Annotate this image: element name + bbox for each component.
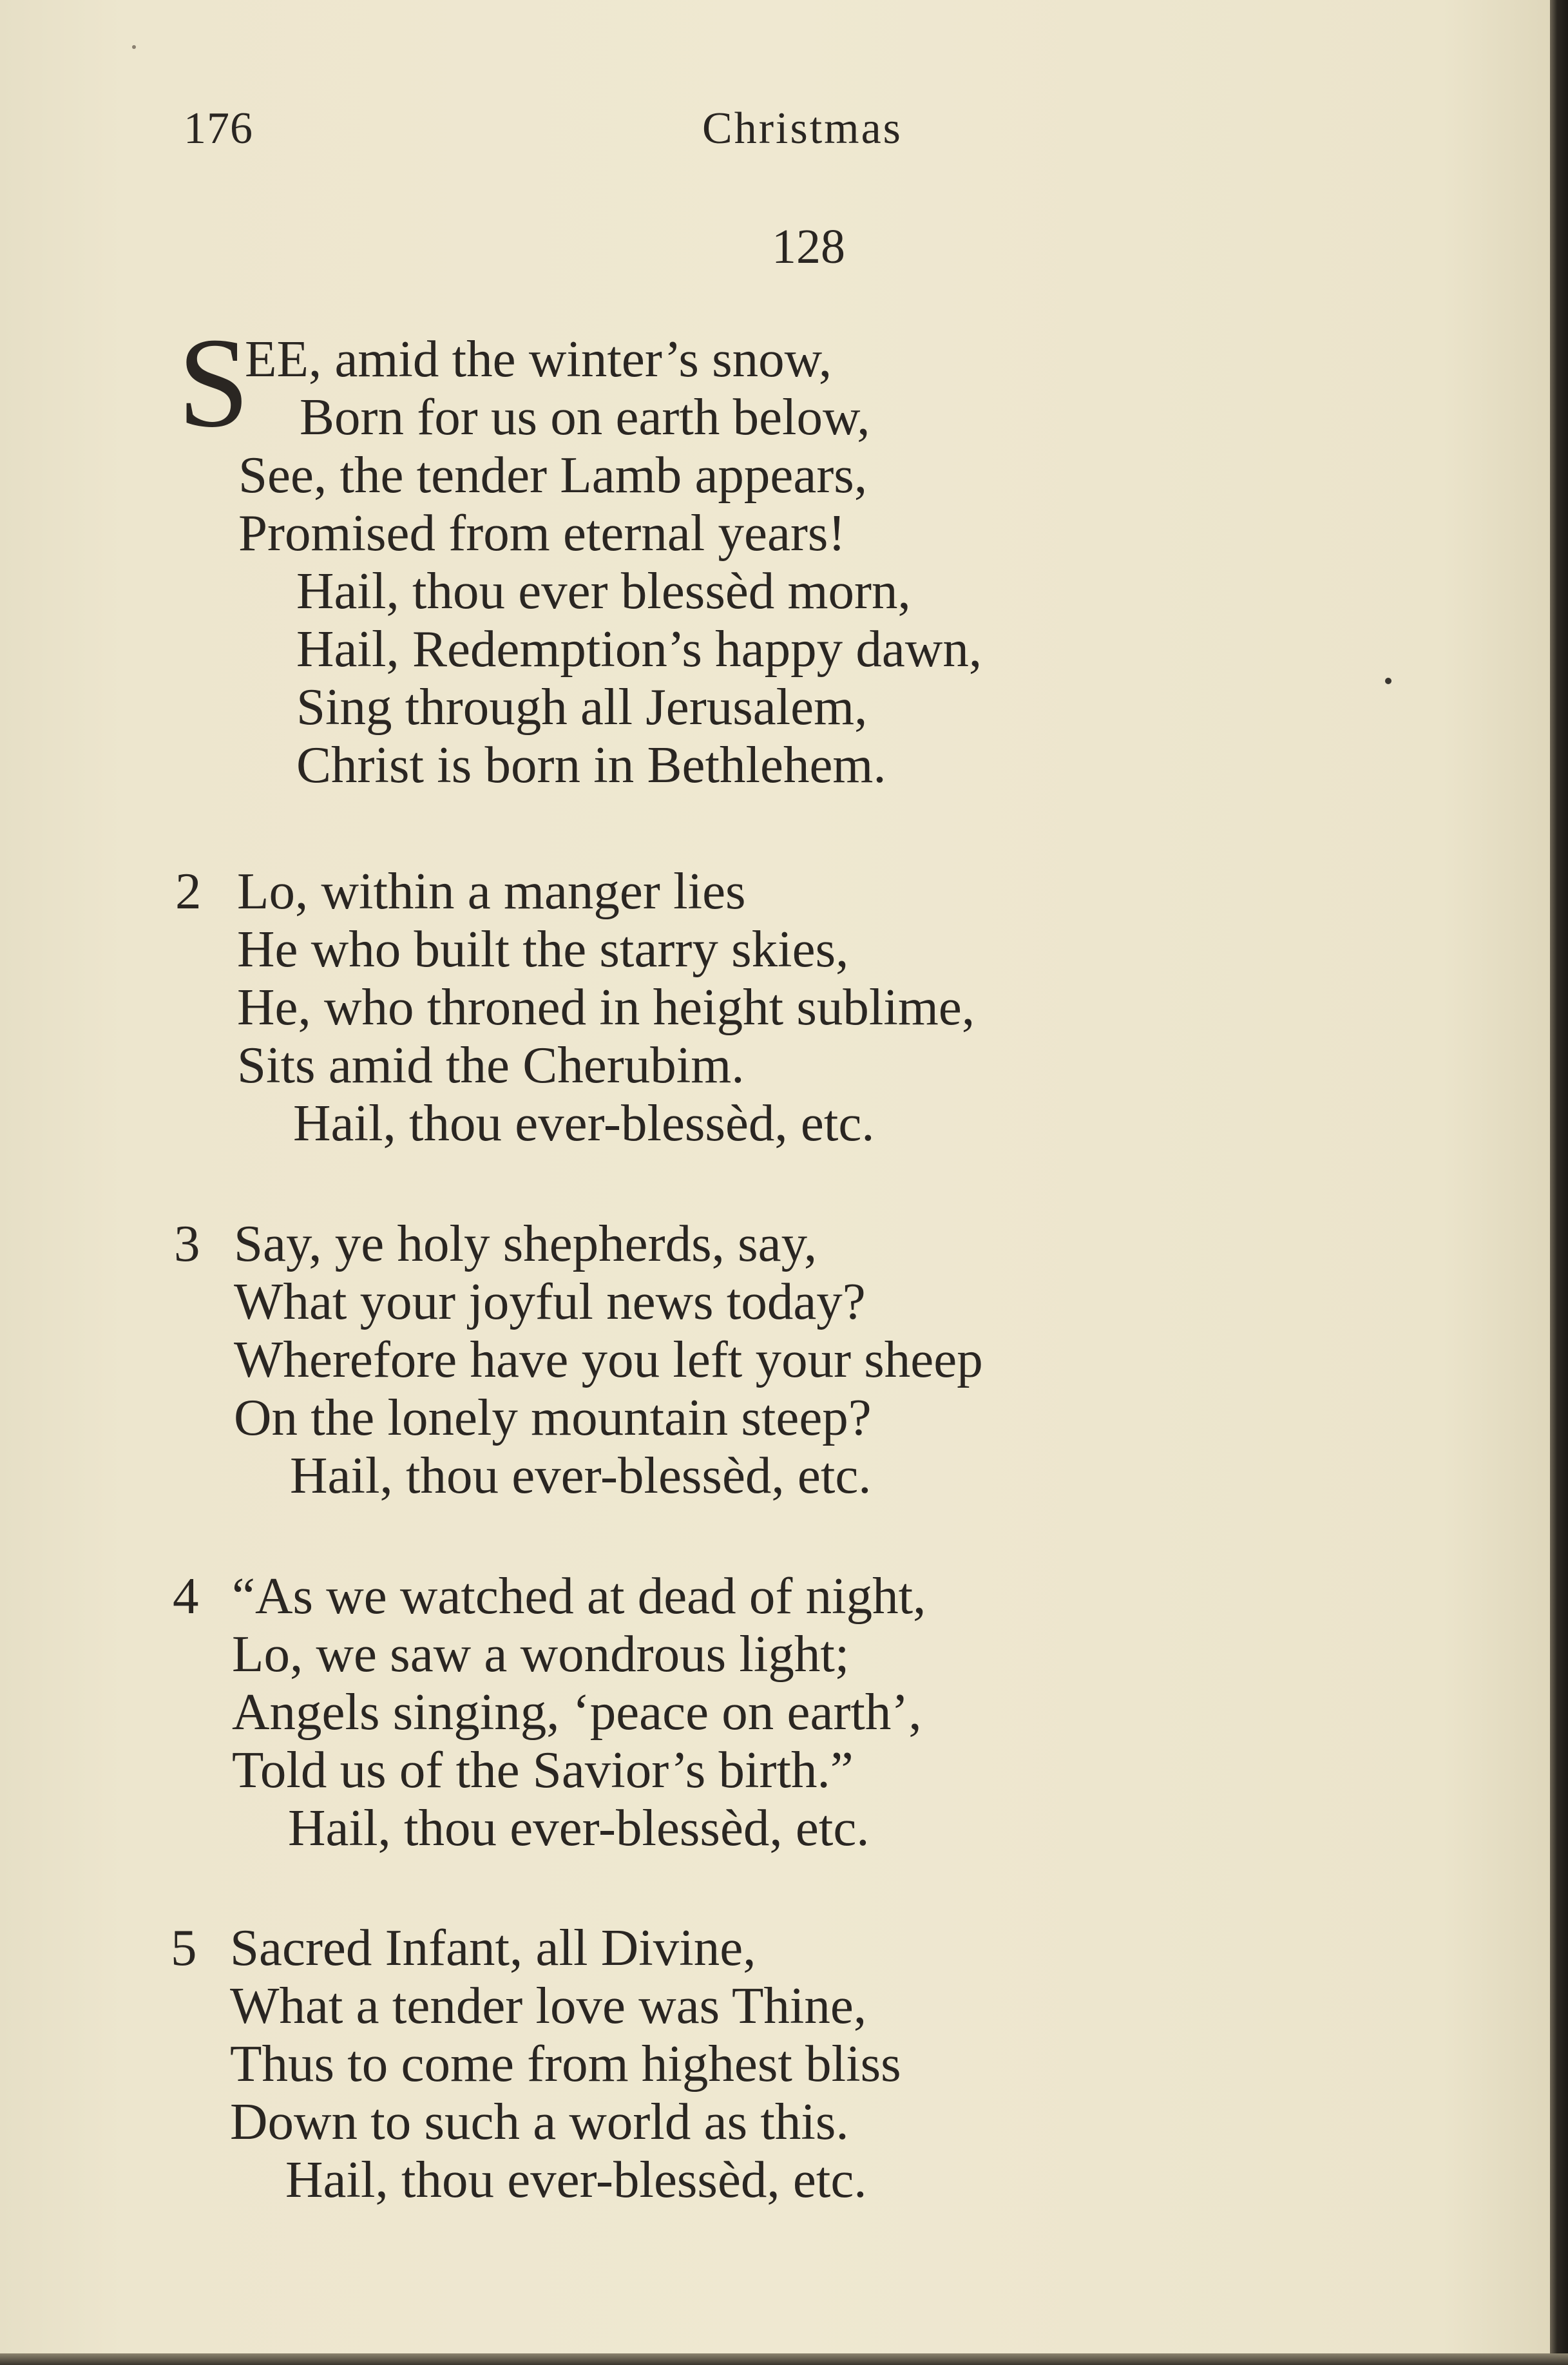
- stanza-line: Lo, we saw a wondrous light;: [232, 1625, 850, 1683]
- stanza-line: Hail, thou ever-blessèd, etc.: [288, 1799, 870, 1857]
- stanza-line: Hail, thou ever-blessèd, etc.: [290, 1446, 872, 1504]
- page-edge-shadow: [1550, 0, 1568, 2365]
- running-head: Christmas: [702, 104, 903, 153]
- stanza-line: Sing through all Jerusalem,: [296, 678, 868, 736]
- stanza-line: Lo, within a manger lies: [237, 862, 746, 920]
- stanza-line: Thus to come from highest bliss: [230, 2035, 901, 2092]
- stanza-line: He, who throned in height sublime,: [237, 978, 975, 1036]
- stanza-line: Promised from eternal years!: [238, 504, 846, 562]
- page-edge-shadow: [0, 2353, 1568, 2365]
- stanza-line: Born for us on earth below,: [300, 388, 870, 446]
- stanza-line: Wherefore have you left your sheep: [234, 1330, 983, 1388]
- stanza-line: Hail, thou ever-blessèd, etc.: [285, 2150, 867, 2208]
- stanza-number: 3: [174, 1214, 200, 1272]
- stanza-line: Told us of the Savior’s birth.”: [232, 1741, 854, 1799]
- stanza-line: Hail, thou ever-blessèd, etc.: [293, 1094, 875, 1152]
- stanza-line: Christ is born in Bethlehem.: [296, 736, 886, 794]
- hymn-number: 128: [772, 220, 845, 274]
- stanza-line: On the lonely mountain steep?: [234, 1388, 872, 1446]
- stanza-number: 2: [175, 862, 202, 920]
- stanza-line: Say, ye holy shepherds, say,: [234, 1214, 817, 1272]
- page-number: 176: [184, 104, 253, 153]
- stanza-line: Angels singing, ‘peace on earth’,: [232, 1683, 922, 1741]
- stanza-line: EE, amid the winter’s snow,: [245, 330, 832, 388]
- page-header: [0, 103, 1568, 161]
- stanza-line: What a tender love was Thine,: [230, 1977, 867, 2035]
- stanza-number: 4: [173, 1567, 199, 1625]
- stanza-line: Hail, Redemption’s happy dawn,: [296, 620, 982, 678]
- drop-cap: S: [178, 312, 250, 454]
- stanza-number: 5: [171, 1919, 197, 1977]
- stanza-line: What your joyful news today?: [234, 1272, 866, 1330]
- stanza-line: He who built the starry skies,: [237, 920, 849, 978]
- stanza-line: Hail, thou ever blessèd morn,: [296, 562, 911, 620]
- stanza-line: Sacred Infant, all Divine,: [230, 1919, 756, 1977]
- ink-speck: [132, 45, 136, 49]
- stanza-line: “As we watched at dead of night,: [232, 1567, 926, 1625]
- stanza-line: See, the tender Lamb appears,: [238, 446, 868, 504]
- stanza-line: Down to such a world as this.: [230, 2092, 849, 2150]
- ink-speck: [1385, 678, 1391, 684]
- stanza-line: Sits amid the Cherubim.: [237, 1036, 745, 1094]
